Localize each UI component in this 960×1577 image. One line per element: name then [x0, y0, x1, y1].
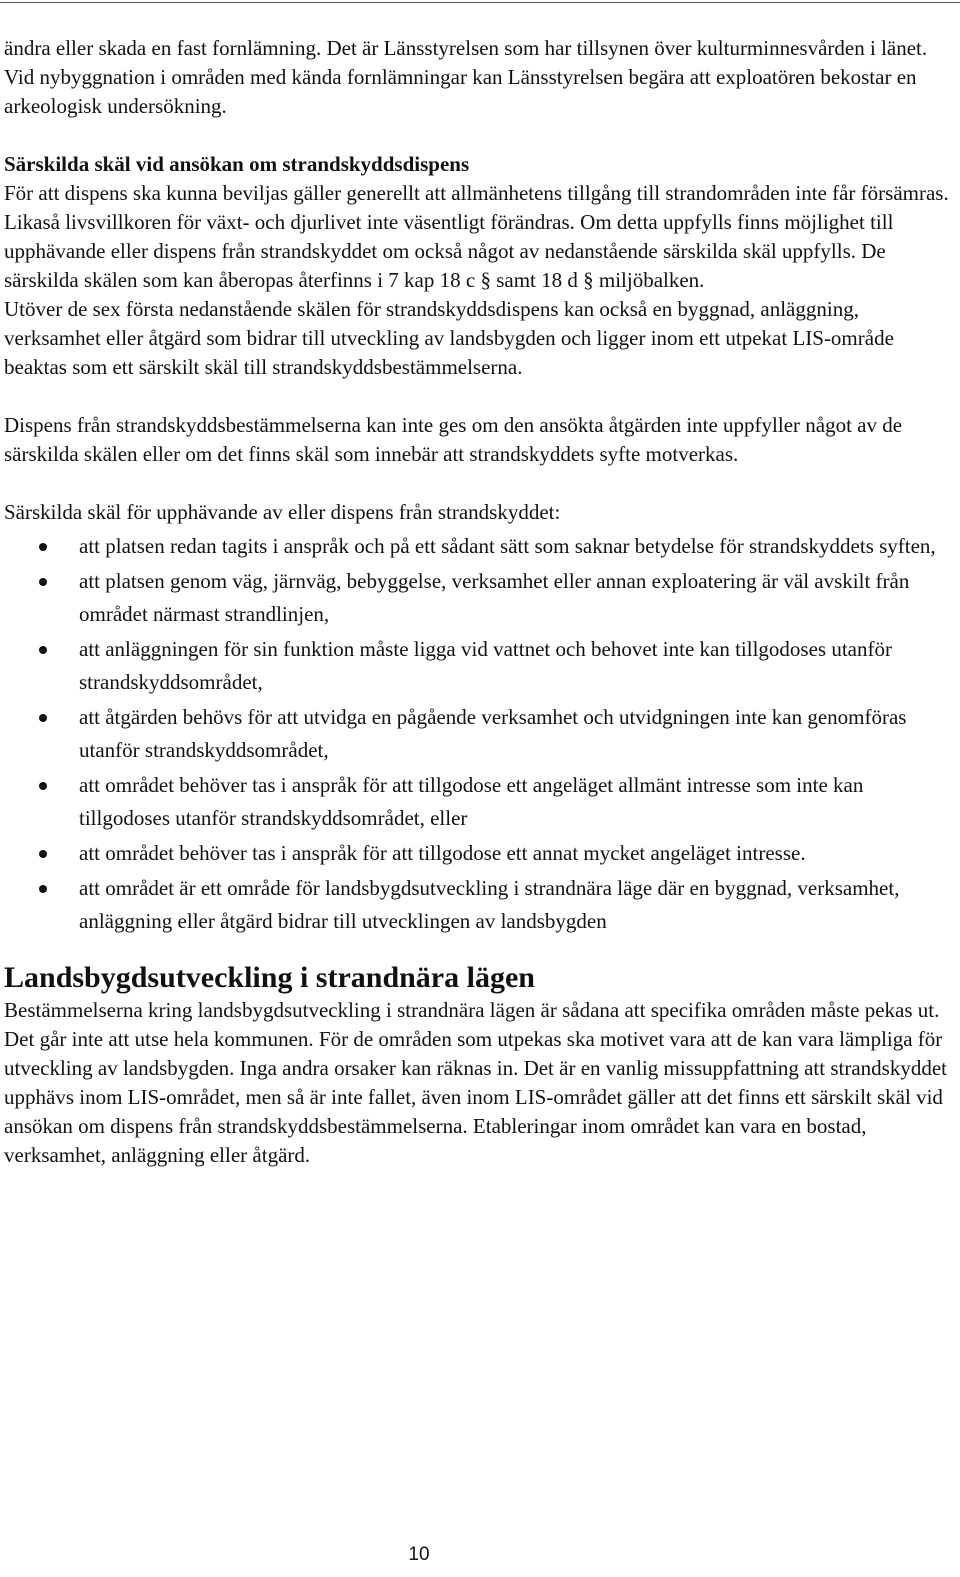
bullet-icon: [39, 850, 47, 858]
list-item: [4, 872, 954, 938]
bullet-list-intro: Särskilda skäl för upphävande av eller dispens från strandskyddet:: [4, 500, 561, 524]
bullet-icon: [39, 885, 47, 893]
rural-development-paragraph: Bestämmelserna kring landsbygdsutveckling i strandnära lägen är sådana att specifika områden måste pekas ut. Det går inte att utse hela kommunen. För de områden som utpekas ska motivet vara att de kan vara lämpliga för utveckling av landsbygden. Inga andra orsaker kan räknas in. Det är en vanlig missuppfattning att strandskyddet upphävs inom LIS-området, men så är inte fallet, även inom LIS-området gäller att det finns ett särskilt skäl vid ansökan om dispens från strandskyddsbestämmelserna. Etableringar inom området kan vara en bostad, verksamhet, anläggning eller åtgärd.: [4, 998, 947, 1167]
list-item-text: att åtgärden behövs för att utvidga en pågående verksamhet och utvidgningen inte kan genomföras utanför strandskyddsområdet,: [79, 705, 907, 762]
bullet-icon: [39, 714, 47, 722]
bullet-icon: [39, 782, 47, 790]
special-reasons-paragraph-2: Utöver de sex första nedanstående skälen för strandskyddsdispens kan också en byggnad, anläggning, verksamhet eller åtgärd som bidrar till utveckling av landsbygden och ligger inom ett utpekat LIS-område beaktas som ett särskilt skäl till strandskyddsbestämmelserna.: [4, 297, 894, 379]
list-item: [4, 565, 954, 631]
special-reasons-heading: Särskilda skäl vid ansökan om strandskyddsdispens: [4, 152, 470, 176]
list-item-text: att platsen redan tagits i anspråk och på ett sådant sätt som saknar betydelse för strandskyddets syften,: [79, 534, 936, 558]
list-item: [4, 837, 954, 870]
list-item: [4, 530, 954, 563]
bullet-icon: [39, 578, 47, 586]
rural-development-heading: Landsbygdsutveckling i strandnära lägen: [4, 961, 535, 994]
spacer: [4, 382, 954, 411]
top-divider: [0, 2, 960, 3]
list-item-text: att området behöver tas i anspråk för att tillgodose ett annat mycket angeläget intresse.: [79, 841, 806, 865]
page-number: 10: [408, 1544, 430, 1565]
list-item-text: att området behöver tas i anspråk för att tillgodose ett angeläget allmänt intresse som inte kan tillgodoses utanför strandskyddsområdet, eller: [79, 773, 864, 830]
list-item-text: att området är ett område för landsbygdsutveckling i strandnära läge där en byggnad, verksamhet, anläggning eller åtgärd bidrar till utvecklingen av landsbygden: [79, 876, 900, 933]
list-item-text: att platsen genom väg, järnväg, bebyggelse, verksamhet eller annan exploatering är väl avskilt från området närmast strandlinjen,: [79, 569, 910, 626]
list-item: [4, 769, 954, 835]
list-item-text: att anläggningen för sin funktion måste ligga vid vattnet och behovet inte kan tillgodoses utanför strandskyddsområdet,: [79, 637, 892, 694]
intro-paragraph: ändra eller skada en fast fornlämning. Det är Länsstyrelsen som har tillsynen över kulturminnesvården i länet. Vid nybyggnation i områden med kända fornlämningar kan Länsstyrelsen begära att exploatören bekostar en arkeologisk undersökning.: [4, 36, 928, 118]
special-reasons-paragraph-1: För att dispens ska kunna beviljas gäller generellt att allmänhetens tillgång till strandområden inte får försämras. Likaså livsvillkoren för växt- och djurlivet inte väsentligt förändras. Om detta uppfylls finns möjlighet till upphävande eller dispens från strandskyddet om också något av nedanstående särskilda skäl uppfylls. De särskilda skälen som kan åberopas återfinns i 7 kap 18 c § samt 18 d § miljöbalken.: [4, 181, 949, 292]
special-reasons-paragraph-3: Dispens från strandskyddsbestämmelserna kan inte ges om den ansökta åtgärden inte uppfyller något av de särskilda skälen eller om det finns skäl som innebär att strandskyddets syfte motverkas.: [4, 413, 903, 466]
list-item: [4, 633, 954, 699]
list-item: [4, 701, 954, 767]
spacer: [4, 121, 954, 150]
spacer: [4, 469, 954, 498]
document-page: [4, 34, 954, 1170]
special-reasons-list: [4, 530, 954, 938]
bullet-icon: [39, 646, 47, 654]
bullet-icon: [39, 543, 47, 551]
